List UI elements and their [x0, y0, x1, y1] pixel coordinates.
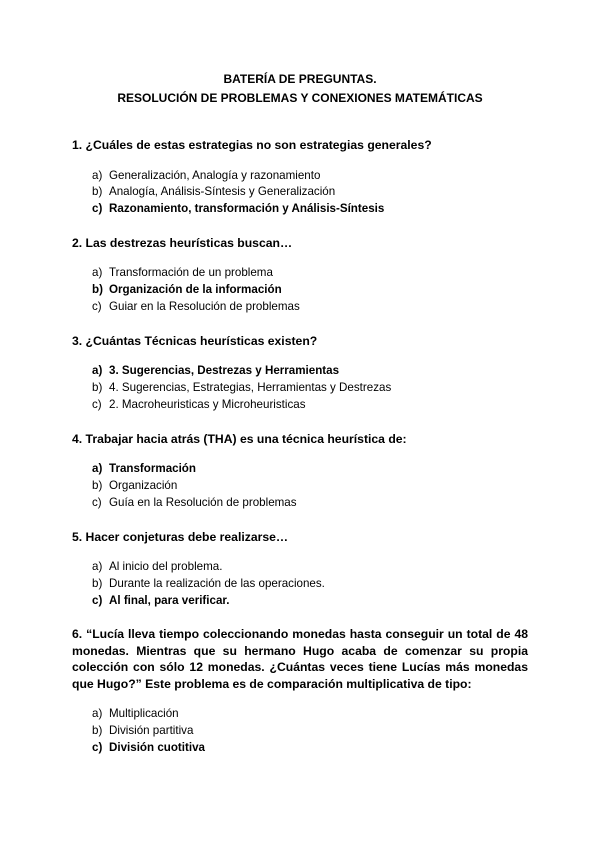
document-title-line-2: RESOLUCIÓN DE PROBLEMAS Y CONEXIONES MATEMÁTICAS: [117, 91, 483, 105]
option-text: 3. Sugerencias, Destrezas y Herramientas: [109, 364, 340, 378]
question-block-3: [72, 333, 528, 414]
option-text: Guiar en la Resolución de problemas: [109, 299, 300, 313]
option-letter: b): [92, 478, 103, 492]
option-3c: [72, 397, 528, 414]
option-letter: a): [92, 266, 103, 280]
question-block-5: [72, 529, 528, 610]
option-3a-correct: [72, 363, 528, 380]
option-letter: c): [92, 397, 102, 411]
document-title-line-1: BATERÍA DE PREGUNTAS.: [223, 72, 377, 86]
option-4b: [72, 478, 528, 495]
option-5b: [72, 576, 528, 593]
option-text: Transformación: [109, 462, 196, 476]
question-block-2: [72, 235, 528, 316]
option-letter: a): [92, 462, 103, 476]
question-1-text: 1. ¿Cuáles de estas estrategias no son estrategias generales?: [72, 138, 432, 152]
option-letter: b): [92, 724, 103, 738]
question-5-text: 5. Hacer conjeturas debe realizarse…: [72, 529, 289, 544]
option-letter: b): [92, 576, 103, 590]
option-4c: [72, 495, 528, 512]
document-page: [72, 60, 528, 757]
option-text: Transformación de un problema: [109, 266, 273, 280]
question-3-options: [72, 363, 528, 413]
option-letter: b): [92, 283, 103, 297]
option-6c-correct: [72, 740, 528, 757]
option-letter: c): [92, 202, 103, 216]
option-5a: [72, 559, 528, 576]
option-letter: b): [92, 381, 103, 395]
option-letter: a): [92, 560, 103, 574]
question-block-6: [72, 626, 528, 756]
option-text: Organización: [109, 478, 178, 492]
option-text: Multiplicación: [109, 707, 179, 721]
question-4-options: [72, 461, 528, 511]
question-6-options: [72, 706, 528, 756]
option-text: Al inicio del problema.: [109, 560, 223, 574]
question-5-options: [72, 559, 528, 609]
option-2a: [72, 265, 528, 282]
option-text: 2. Macroheuristicas y Microheuristicas: [109, 397, 306, 411]
option-text: Razonamiento, transformación y Análisis-Síntesis: [109, 202, 385, 216]
question-2-options: [72, 265, 528, 315]
option-6a: [72, 706, 528, 723]
option-letter: c): [92, 299, 102, 313]
option-1c-correct: [72, 201, 528, 218]
question-6-text: 6. “Lucía lleva tiempo coleccionando monedas hasta conseguir un total de 48 monedas. Mientras que su hermano Hugo acaba de comenzar su propia colección con sólo 12 monedas. ¿Cuántas veces tiene Lucías más monedas que Hugo?” Este problema es de comparación multiplicativa de tipo:: [72, 627, 528, 691]
question-4-text: 4. Trabajar hacia atrás (THA) es una técnica heurística de:: [72, 431, 407, 446]
question-1-options: [72, 168, 528, 218]
question-block-1: [72, 137, 528, 218]
option-text: Analogía, Análisis-Síntesis y Generalización: [109, 185, 336, 199]
question-block-4: [72, 431, 528, 512]
option-text: División cuotitiva: [109, 741, 205, 755]
option-text: Guía en la Resolución de problemas: [109, 495, 297, 509]
option-1a: [72, 168, 528, 185]
option-text: Generalización, Analogía y razonamiento: [109, 168, 321, 182]
question-2-text: 2. Las destrezas heurísticas buscan…: [72, 235, 293, 250]
option-letter: a): [92, 168, 103, 182]
option-2b-correct: [72, 282, 528, 299]
option-letter: c): [92, 593, 103, 607]
option-text: Durante la realización de las operaciones.: [109, 576, 325, 590]
option-4a-correct: [72, 461, 528, 478]
option-1b: [72, 184, 528, 201]
question-3-text: 3. ¿Cuántas Técnicas heurísticas existen?: [72, 333, 318, 348]
document-header: [72, 70, 528, 108]
option-letter: c): [92, 741, 103, 755]
option-text: División partitiva: [109, 724, 194, 738]
option-5c-correct: [72, 593, 528, 610]
option-text: 4. Sugerencias, Estrategias, Herramientas y Destrezas: [109, 381, 392, 395]
option-text: Al final, para verificar.: [109, 593, 230, 607]
option-letter: a): [92, 364, 103, 378]
option-letter: b): [92, 185, 103, 199]
option-2c: [72, 299, 528, 316]
option-6b: [72, 723, 528, 740]
option-text: Organización de la información: [109, 283, 282, 297]
option-letter: a): [92, 707, 103, 721]
option-3b: [72, 380, 528, 397]
option-letter: c): [92, 495, 102, 509]
